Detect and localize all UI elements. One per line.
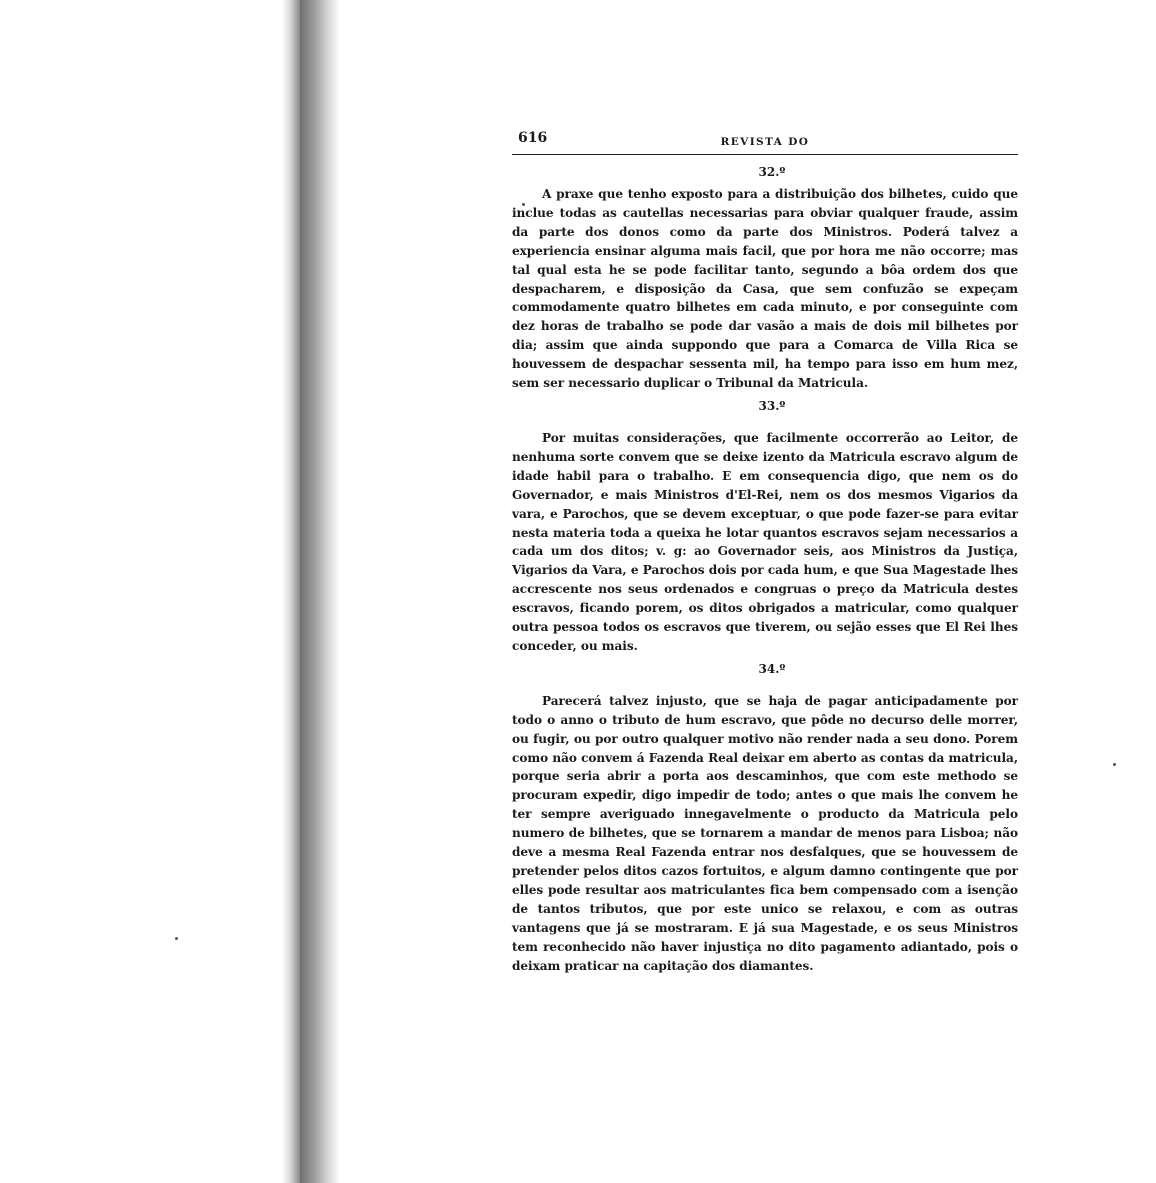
binding-shadow	[0, 0, 300, 1183]
spacer	[512, 419, 1018, 429]
scan-speck	[1113, 763, 1116, 766]
section-34-paragraph: Parecerá talvez injusto, que se haja de pagar anticipadamente por todo o anno o tributo de hum escravo, que pôde no decurso delle morrer, ou fugir, ou por outro qualquer motivo não render nada a seu dono. Porem como não convem á Fazenda Real deixar em aberto as contas da matricula, porque seria abrir a porta aos descaminhos, que com este methodo se procuram expedir, digo impedir de todo; antes o que mais lhe convem he ter sempre averiguado innegavelmente o producto da Matricula pelo numero de bilhetes, que se tornarem a mandar de menos para Lisboa; não deve a mesma Real Fazenda entrar nos desfalques, que se houvessem de pretender pelos ditos cazos fortuitos, e algum damno contingente que por elles pode resultar aos matriculantes fica bem compensado com a isenção de tantos tributos, que por este unico se relaxou, e com as outras vantagens que já se mostraram. E já sua Magestade, e os seus Ministros tem reconhecido não haver injustiça no dito pagamento adiantado, pois o deixam praticar na capitação dos diamantes.	[512, 693, 1018, 973]
section-number-32: 32.º	[758, 165, 786, 179]
section-32-paragraph: A praxe que tenho exposto para a distribuição dos bilhetes, cuido que inclue todas as cautellas necessarias para obviar qualquer fraude, assim da parte dos donos como da parte dos Ministros. Poderá talvez a experiencia ensinar alguma mais facil, que por hora me não occorre; mas tal qual esta he se pode facilitar tanto, segundo a bôa ordem dos que despacharem, e disposição da Casa, que sem confuzão se expeçam commodamente quatro bilhetes em cada minuto, e por conseguinte com dez horas de trabalho se pode dar vasão a mais de dois mil bilhetes por dia; assim que ainda suppondo que para a Comarca de Villa Rica se houvessem de despachar sessenta mil, ha tempo para isso em hum mez, sem ser necessario duplicar o Tribunal da Matricula.	[512, 187, 1018, 391]
binding-edge	[300, 0, 340, 1183]
spacer	[512, 682, 1018, 692]
scan-speck	[175, 937, 178, 940]
section-33-paragraph: Por muitas considerações, que facilmente occorrerão ao Leitor, de nenhuma sorte convem que se deixe izento da Matricula escravo algum de idade habil para o trabalho. E em consequencia digo, que nem os do Governador, e mais Ministros d'El-Rei, nem os dos mesmos Vigarios da vara, e Parochos, que se devem exceptuar, o que pode fazer-se para evitar nesta materia toda a queixa he lotar quantos escravos sejam necessarios a cada um dos ditos; v. g: ao Governador seis, aos Ministros da Justiça, Vigarios da Vara, e Parochos dois por cada hum, e que Sua Magestade lhes accrescente nos seus ordenados e congruas o preço da Matricula destes escravos, ficando porem, os ditos obrigados a matricular, como qualquer outra pessoa todos os escravos que tiverem, ou sejão esses que El Rei lhes conceder, ou mais.	[512, 430, 1018, 653]
text-page	[512, 128, 1018, 975]
running-head	[512, 128, 1018, 155]
section-number-33: 33.º	[758, 398, 786, 413]
section-number-34: 34.º	[758, 661, 786, 676]
journal-title: REVISTA DO	[720, 136, 810, 148]
page-number: 616	[518, 130, 548, 146]
